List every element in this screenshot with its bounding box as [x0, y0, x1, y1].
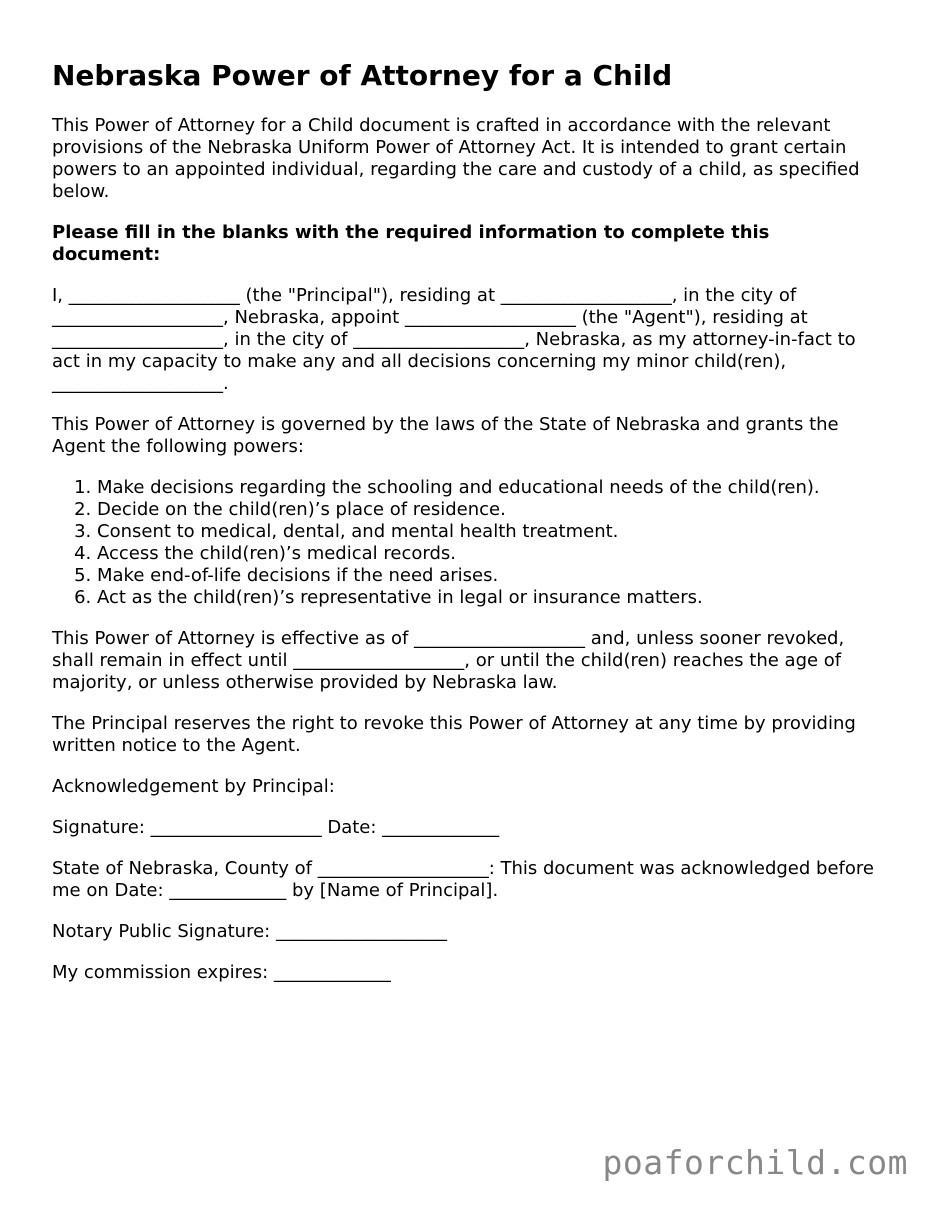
acknowledgement-heading: Acknowledgement by Principal: — [52, 776, 335, 797]
power-item: 1. Make decisions regarding the schooling and educational needs of the child(ren). — [97, 477, 880, 499]
revocation-paragraph: The Principal reserves the right to revoke this Power of Attorney at any time by providing written notice to the Agent. — [52, 713, 856, 756]
intro-paragraph: This Power of Attorney for a Child document is crafted in accordance with the relevant provisions of the Nebraska Uniform Power of Attorney Act. It is intended to grant certain powers to an appointed individual, regarding the care and custody of a child, as specified below. — [52, 115, 860, 202]
power-item: 2. Decide on the child(ren)’s place of residence. — [97, 499, 880, 521]
commission-line: My commission expires: _____________ — [52, 962, 391, 983]
footer-site-name: poaforchild.com — [602, 1143, 908, 1182]
signature-line: Signature: ___________________ Date: _____________ — [52, 817, 500, 838]
notary-statement: State of Nebraska, County of ___________________: This document was acknowledged before me on Date: _____________ by [Name of Principal]. — [52, 858, 874, 901]
document-page — [52, 58, 880, 1003]
power-item: 3. Consent to medical, dental, and mental health treatment. — [97, 521, 880, 543]
power-item: 4. Access the child(ren)’s medical records. — [97, 543, 880, 565]
power-item: 6. Act as the child(ren)’s representative in legal or insurance matters. — [97, 587, 880, 609]
instruction-paragraph: Please fill in the blanks with the required information to complete this document: — [52, 222, 770, 265]
power-item: 5. Make end-of-life decisions if the need arises. — [97, 565, 880, 587]
governing-paragraph: This Power of Attorney is governed by the laws of the State of Nebraska and grants the Agent the following powers: — [52, 414, 839, 457]
appointment-paragraph: I, ___________________ (the "Principal"), residing at ___________________, in the city of ___________________, Nebraska, appoint ___________________ (the "Agent"), residing at ___________________, in the city of ___________________, Nebraska, as my attorney-in-fact to act in my capacity to make any and all decisions concerning my minor child(ren), ___________________. — [52, 285, 856, 394]
document-title: Nebraska Power of Attorney for a Child — [52, 59, 673, 92]
powers-list — [52, 477, 880, 609]
notary-signature-line: Notary Public Signature: ___________________ — [52, 921, 447, 942]
effective-paragraph: This Power of Attorney is effective as of ___________________ and, unless sooner revoked, shall remain in effect until ___________________, or until the child(ren) reaches the age of majority, or unless otherwise provided by Nebraska law. — [52, 628, 845, 693]
